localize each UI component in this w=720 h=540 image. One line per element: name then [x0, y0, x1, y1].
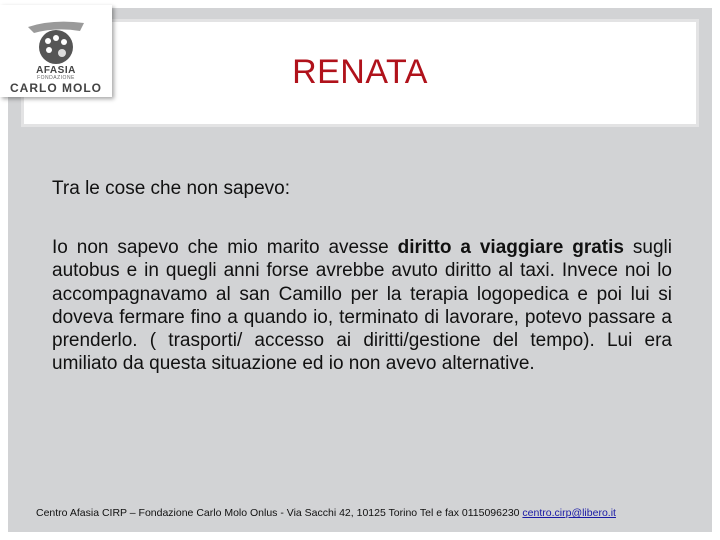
body-text-bold: diritto a viaggiare gratis: [397, 237, 624, 258]
footer-email-link[interactable]: centro.cirp@libero.it: [522, 507, 616, 519]
logo: [0, 5, 112, 97]
slide-title: RENATA: [292, 53, 428, 91]
body-text-part1: Io non sapevo che mio marito avesse: [52, 237, 398, 258]
logo-subtitle: FONDAZIONE: [37, 75, 75, 81]
intro-text: Tra le cose che non sapevo:: [52, 178, 290, 199]
palette-logo-icon: [22, 17, 90, 65]
logo-org: CARLO MOLO: [10, 81, 102, 95]
footer: [36, 507, 616, 519]
footer-text: Centro Afasia CIRP – Fondazione Carlo Molo Onlus - Via Sacchi 42, 10125 Torino Tel e fax 0115096230: [36, 507, 523, 519]
logo-name: AFASIA: [36, 65, 76, 76]
body-text-part2: sugli autobus e in quegli anni forse avrebbe avuto diritto al taxi. Invece noi lo accompagnavamo al san Camillo per la terapia logopedica e poi lui si doveva fermare fino a quando io, terminato di lavorare, potevo passare a prenderlo. ( trasporti/ accesso ai diritti/gestione del tempo). Lui era umiliato da questa situazione ed io non avevo alternative.: [52, 237, 672, 375]
body-paragraph: [52, 236, 672, 376]
